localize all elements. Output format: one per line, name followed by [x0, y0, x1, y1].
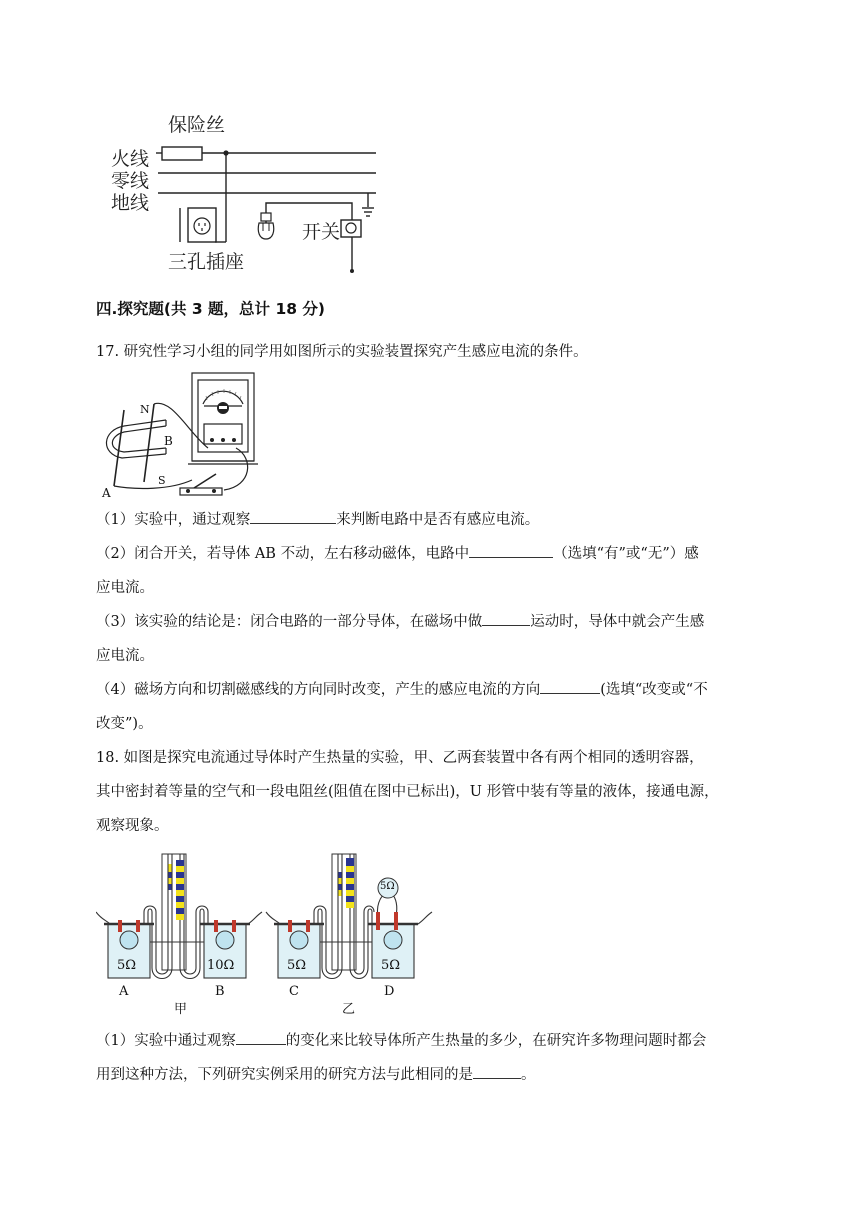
q17-part1: （1）实验中，通过观察 来判断电路中是否有感应电流。	[96, 509, 539, 531]
container-d-resistance: 5Ω	[381, 958, 401, 973]
lamp-icon	[258, 213, 273, 239]
switch-label: 开关	[302, 221, 341, 243]
fuse-label: 保险丝	[168, 114, 226, 136]
q17-part4-line2: 改变”)。	[96, 716, 153, 732]
q17-part3-line2: 应电流。	[96, 648, 154, 664]
wiring-circuit	[100, 105, 400, 275]
q18-stem-line1: 18. 如图是探究电流通过导体时产生热量的实验，甲、乙两套装置中各有两个相同的透明容器，	[96, 750, 704, 766]
magnet-n-label: N	[140, 403, 150, 416]
lead-wire-left	[96, 912, 110, 924]
container-c-resistance: 5Ω	[287, 958, 307, 973]
container-b-resistance: 10Ω	[207, 958, 235, 973]
q17-part2-line2: 应电流。	[96, 580, 154, 596]
socket-label: 三孔插座	[168, 251, 245, 273]
q17-part2: （2）闭合开关，若导体 AB 不动，左右移动磁体，电路中 （选填“有”或“无”）感	[96, 543, 699, 565]
q17-stem-text: 研究性学习小组的同学用如图所示的实验装置探究产生感应电流的条件。	[123, 344, 588, 360]
magnet-s-label: S	[158, 474, 166, 487]
live-wire-label: 火线	[111, 148, 150, 170]
q18-stem-line2: 其中密封着等量的空气和一段电阻丝(阻值在图中已标出)，U 形管中装有等量的液体，接通电源，	[96, 784, 719, 800]
q17-answer-blank-4[interactable]	[540, 679, 600, 694]
conductor-b-label: B	[164, 434, 173, 448]
lead-wire-right	[248, 912, 262, 924]
junction-dot	[223, 150, 228, 155]
q18-part1: （1）实验中通过观察 的变化来比较导体所产生热量的多少，在研究许多物理问题时都会	[96, 1030, 706, 1052]
neutral-wire-label: 零线	[111, 170, 150, 192]
liquid-column-b	[176, 860, 184, 920]
container-b-label: B	[215, 984, 225, 999]
external-resistor-value: 5Ω	[380, 881, 395, 892]
container-c-label: C	[289, 984, 299, 999]
q17-number: 17.	[96, 344, 120, 360]
q18-part1-line2: 用到这种方法，下列研究实例采用的研究方法与此相同的是 。	[96, 1064, 536, 1086]
q18-answer-blank-2[interactable]	[473, 1064, 521, 1079]
switch-lever	[194, 474, 216, 488]
q17-answer-blank-1[interactable]	[250, 509, 336, 524]
liquid-column-c	[339, 872, 342, 896]
q17-stem	[96, 341, 588, 363]
container-a-resistance: 5Ω	[117, 958, 137, 973]
q17-answer-blank-3[interactable]	[482, 611, 530, 626]
q18-figure	[96, 850, 436, 1020]
q17-part4: （4）磁场方向和切割磁感线的方向同时改变，产生的感应电流的方向 (选填“改变或“不	[96, 679, 708, 701]
liquid-column-d	[346, 858, 354, 908]
induction-apparatus	[96, 370, 286, 502]
liquid-column-a	[169, 864, 172, 890]
conductor-ab	[114, 410, 124, 486]
setup-right-label: 乙	[342, 1002, 356, 1017]
q18-answer-blank-1[interactable]	[236, 1030, 286, 1045]
q18-stem-line3: 观察现象。	[96, 818, 169, 834]
wiring-diagram	[100, 105, 400, 275]
q17-figure	[96, 370, 286, 502]
galvanometer-case	[192, 373, 254, 461]
q18-number: 18.	[96, 750, 120, 766]
ground-wire-label: 地线	[111, 192, 150, 214]
q17-answer-blank-2[interactable]	[469, 543, 553, 558]
conductor-a-label: A	[102, 486, 111, 500]
socket-symbol	[188, 208, 216, 242]
setup-left-label: 甲	[174, 1002, 188, 1017]
q17-part3: （3）该实验的结论是：闭合电路的一部分导体，在磁场中做 运动时，导体中就会产生感	[96, 611, 704, 633]
fuse-symbol	[162, 147, 202, 160]
container-a-label: A	[119, 984, 129, 999]
section-heading: 四.探究题(共 3 题，总计 18 分)	[96, 300, 325, 318]
container-d-label: D	[384, 984, 395, 999]
